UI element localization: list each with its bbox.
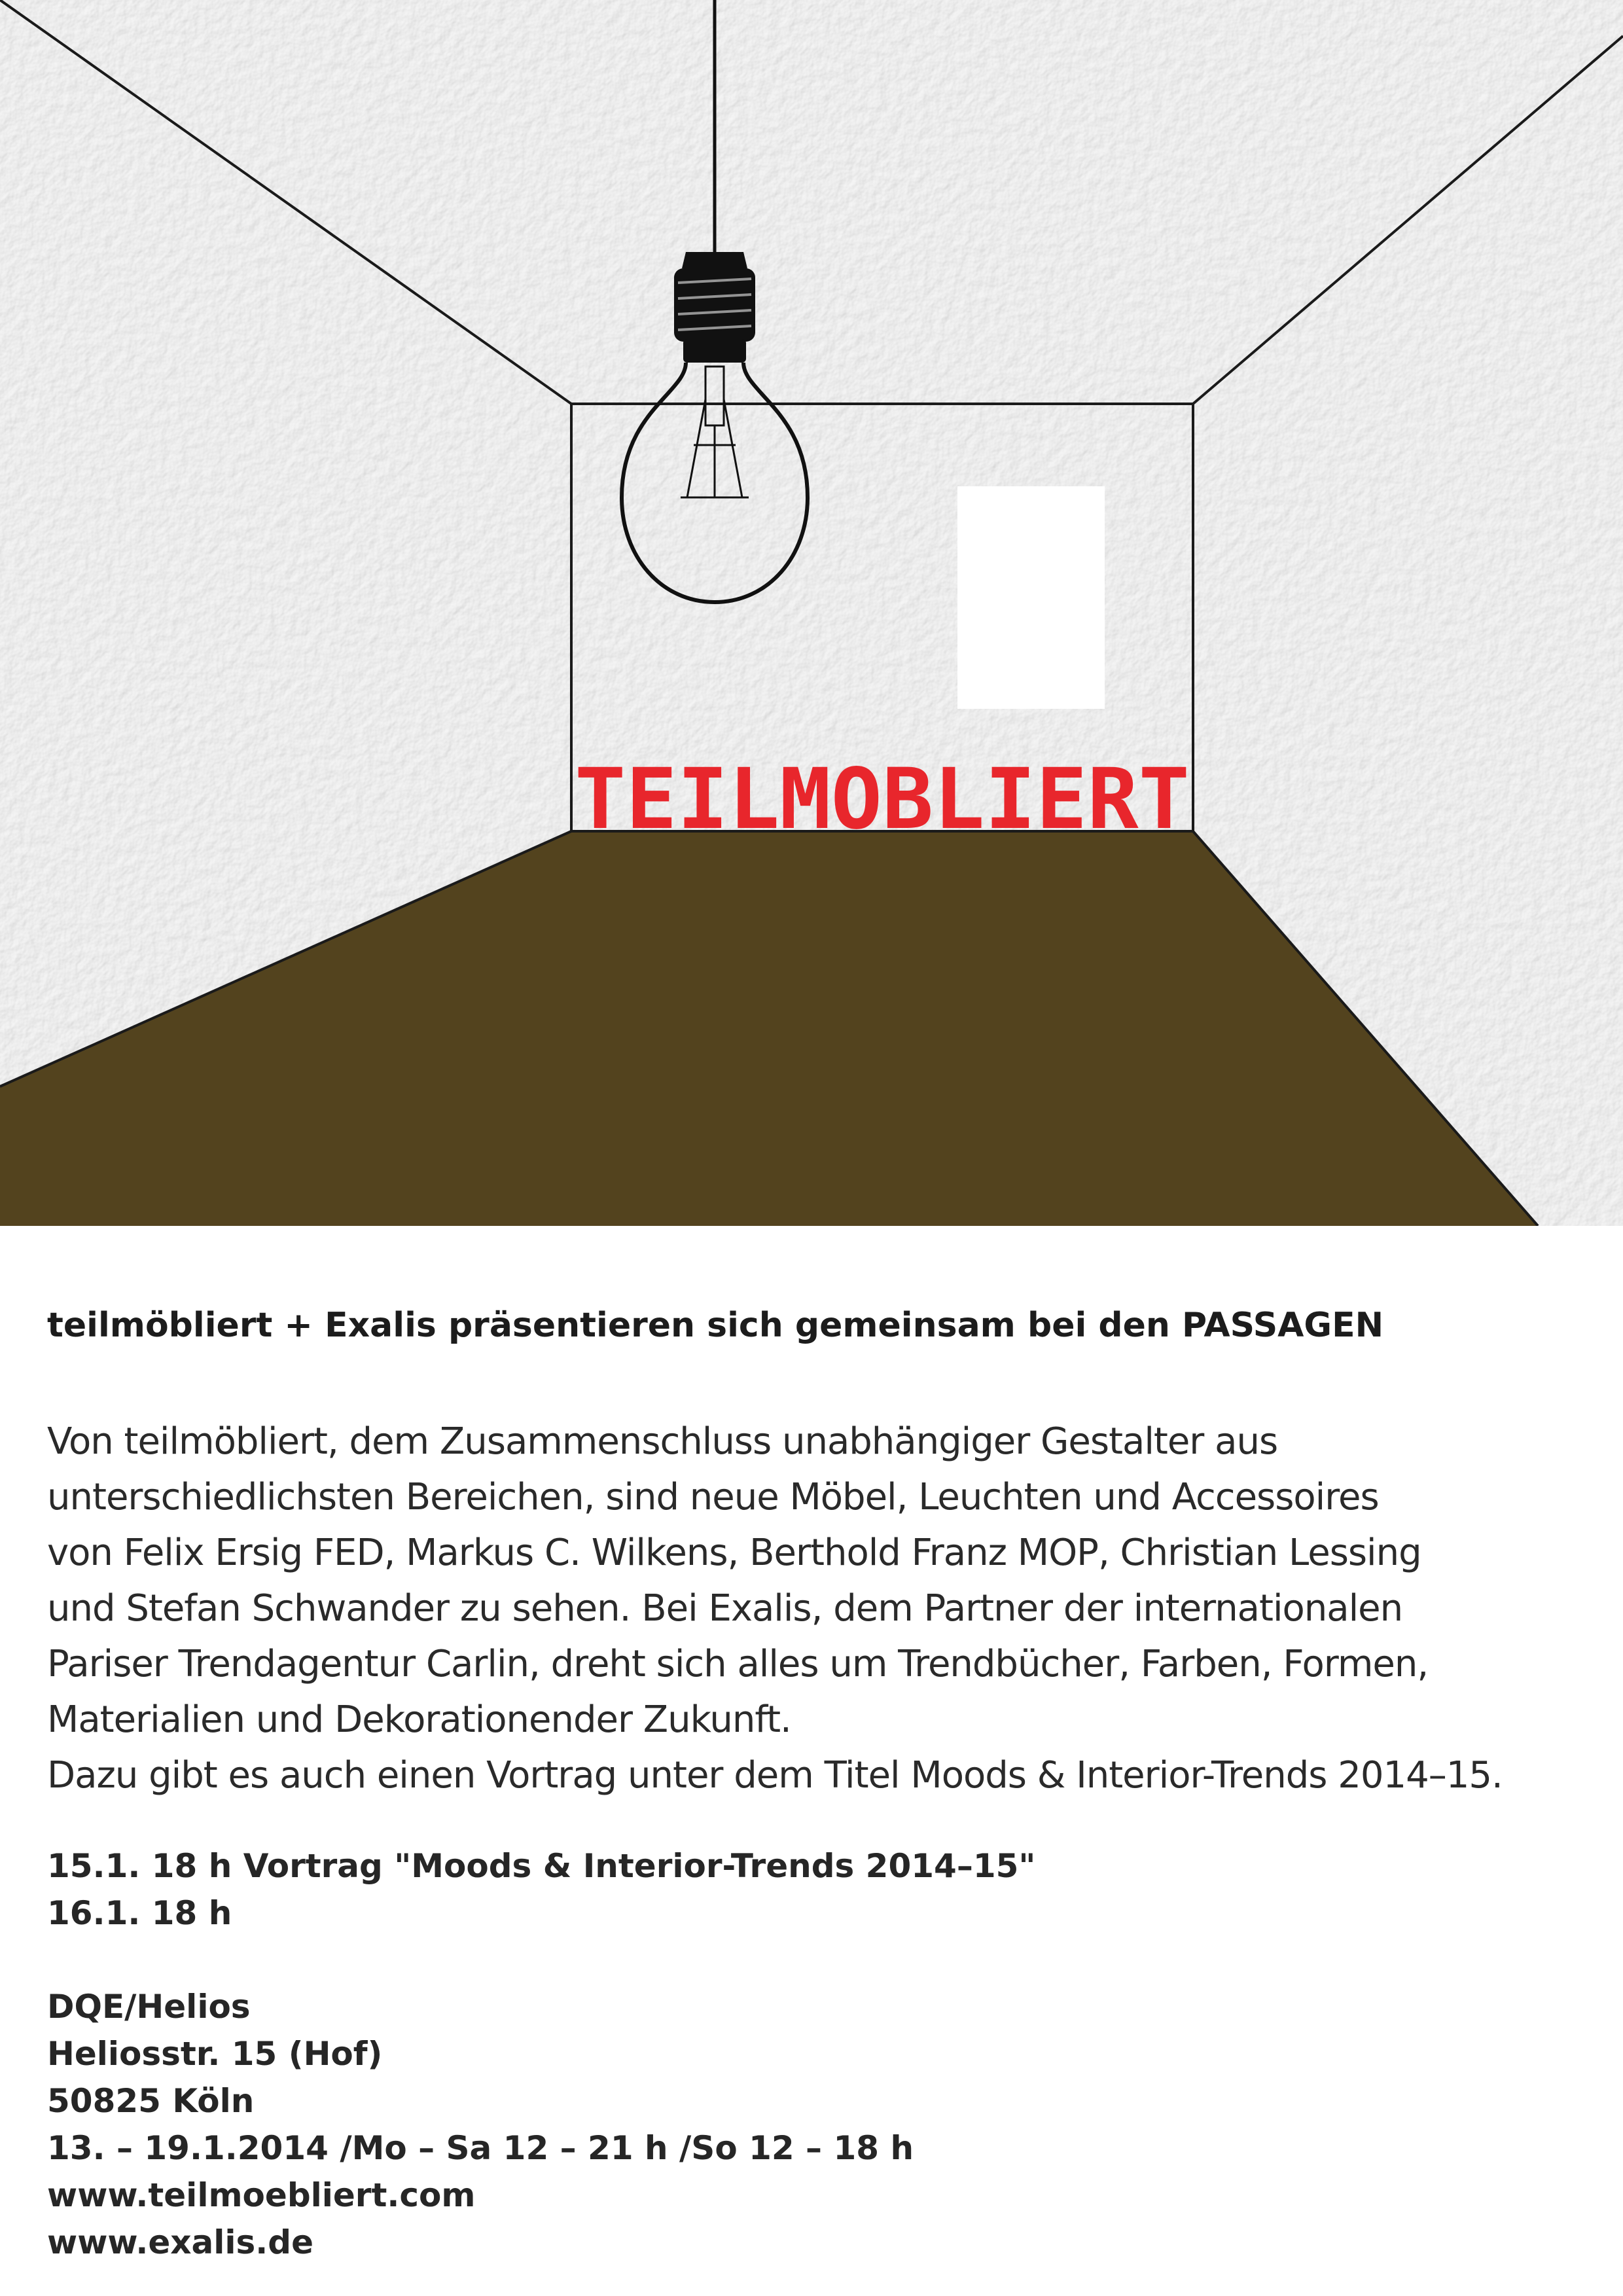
body-line: Pariser Trendagentur Carlin, dreht sich alles um Trendbücher, Farben, Formen,	[47, 1643, 1429, 1685]
event-schedule	[47, 1842, 1598, 1937]
event-lecture: 15.1. 18 h Vortrag "Moods & Interior-Trends 2014–15"	[47, 1847, 1036, 1885]
body-paragraph	[47, 1414, 1598, 1803]
event-second: 16.1. 18 h	[47, 1894, 232, 1932]
venue-name: DQE/Helios	[47, 1988, 251, 2026]
website-exalis[interactable]: www.exalis.de	[47, 2223, 314, 2261]
body-line: Dazu gibt es auch einen Vortrag unter dem Titel Moods & Interior-Trends 2014–15.	[47, 1754, 1503, 1797]
window	[957, 486, 1105, 709]
body-line: von Felix Ersig FED, Markus C. Wilkens, Berthold Franz MOP, Christian Lessing	[47, 1532, 1421, 1574]
logo-teilmoebliert: TEILMOBLIERT	[575, 751, 1190, 848]
venue-info	[47, 1983, 1598, 2266]
body-line: und Stefan Schwander zu sehen. Bei Exalis, dem Partner der internationalen	[47, 1587, 1403, 1630]
venue-city: 50825 Köln	[47, 2082, 255, 2120]
venue-dates: 13. – 19.1.2014 /Mo – Sa 12 – 21 h /So 12 – 18 h	[47, 2129, 914, 2167]
venue-street: Heliosstr. 15 (Hof)	[47, 2035, 383, 2073]
body-line: unterschiedlichsten Bereichen, sind neue Möbel, Leuchten und Accessoires	[47, 1476, 1379, 1518]
body-line: Materialien und Dekorationender Zukunft.	[47, 1698, 791, 1741]
body-line: Von teilmöbliert, dem Zusammenschluss unabhängiger Gestalter aus	[47, 1420, 1278, 1463]
headline: teilmöbliert + Exalis präsentieren sich gemeinsam bei den PASSAGEN	[47, 1306, 1384, 1345]
website-teilmoebliert[interactable]: www.teilmoebliert.com	[47, 2176, 476, 2214]
